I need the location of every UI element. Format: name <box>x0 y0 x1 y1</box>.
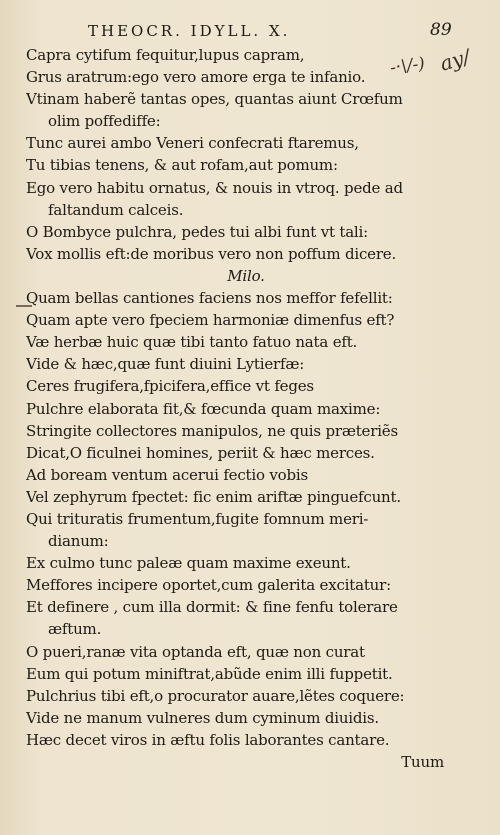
text-line: olim poffediffe: <box>48 112 161 131</box>
text-line: Hæc decet viros in æftu folis laborantes cantare. <box>26 730 390 749</box>
text-line: Dicat,O ficulnei homines, periit & hæc merces. <box>26 443 375 462</box>
text-line: Vide ne manum vulneres dum cyminum diuidis. <box>26 708 379 727</box>
text-line: Pulchrius tibi eft,o procurator auare,lẽtes coquere: <box>26 686 405 705</box>
running-head: THEOCR. IDYLL. X. <box>88 22 291 40</box>
text-block <box>26 44 466 773</box>
text-line: Qui trituratis frumentum,fugite fomnum meri- <box>26 509 369 528</box>
text-line: Quam bellas cantiones faciens nos meffor fefellit: <box>26 289 393 308</box>
text-line: Grus aratrum:ego vero amore erga te infanio. <box>26 68 366 87</box>
margin-annotation-2: ay/ <box>437 44 473 76</box>
text-line: Quam apte vero fpeciem harmoniæ dimenfus eft? <box>26 311 395 330</box>
text-line: Capra cytifum fequitur,lupus capram, <box>26 46 305 64</box>
text-line: æftum. <box>48 620 102 639</box>
text-line: Vox mollis eft:de moribus vero non poffum dicere. <box>26 244 397 263</box>
text-line: dianum: <box>48 532 109 551</box>
text-line: Vide & hæc,quæ funt diuini Lytierfæ: <box>26 355 305 374</box>
page-number: 89 <box>430 20 452 40</box>
margin-annotation: -·\/-) <box>388 53 427 79</box>
text-line: Vtinam haberẽ tantas opes, quantas aiunt Crœfum <box>26 90 403 109</box>
text-line: Tu tibias tenens, & aut rofam,aut pomum: <box>26 156 338 175</box>
text-line: Pulchre elaborata fit,& fœcunda quam maxime: <box>26 399 381 418</box>
text-line: Et definere , cum illa dormit: & fine fenfu tolerare <box>26 598 398 617</box>
text-line: Eum qui potum miniftrat,abũde enim illi fuppetit. <box>26 664 393 683</box>
text-line: O pueri,ranæ vita optanda eft, quæ non curat <box>26 642 365 661</box>
text-line: Væ herbæ huic quæ tibi tanto fatuo nata eft. <box>26 333 358 352</box>
text-line: Ego vero habitu ornatus, & nouis in vtroq. pede ad <box>26 178 403 197</box>
text-line: Ceres frugifera,fpicifera,effice vt feges <box>26 377 314 396</box>
speaker-heading: Milo. <box>227 266 265 285</box>
text-line: Ad boream ventum acerui fectio vobis <box>26 465 308 484</box>
catchword: Tuum <box>401 753 444 771</box>
text-line: faltandum calceis. <box>48 200 184 219</box>
text-line: Ex culmo tunc paleæ quam maxime exeunt. <box>26 554 351 573</box>
text-line: Stringite collectores manipulos, ne quis præteriẽs <box>26 421 398 440</box>
text-line: O Bombyce pulchra, pedes tui albi funt vt tali: <box>26 222 368 241</box>
text-line: Meffores incipere oportet,cum galerita excitatur: <box>26 576 391 595</box>
text-line: Vel zephyrum fpectet: fic enim ariftæ pinguefcunt. <box>26 487 401 506</box>
text-line: Tunc aurei ambo Veneri confecrati ftaremus, <box>26 134 359 153</box>
